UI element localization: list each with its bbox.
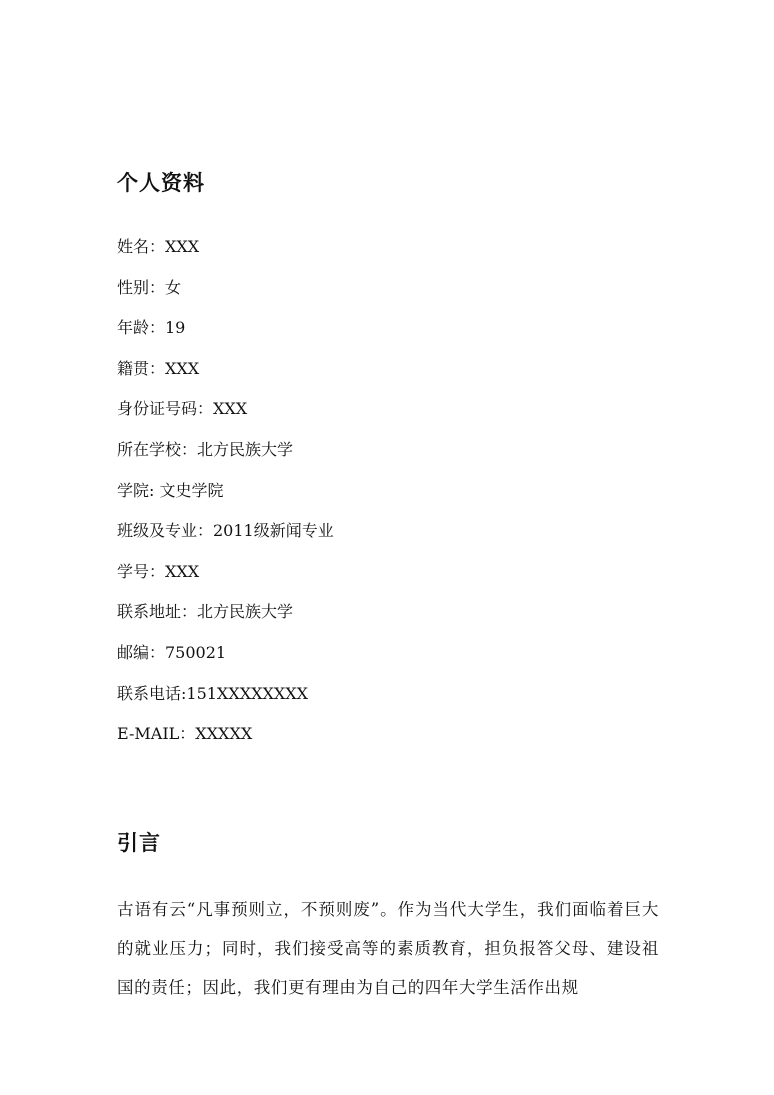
profile-address: 联系地址：北方民族大学 xyxy=(117,602,294,622)
profile-college: 学院: 文史学院 xyxy=(117,480,224,500)
profile-postcode: 邮编：750021 xyxy=(117,642,227,662)
profile-name: 姓名：XXX xyxy=(117,237,200,256)
profile-hometown: 籍贯：XXX xyxy=(117,358,200,378)
profile-heading: 个人资料 xyxy=(117,170,205,195)
intro-paragraph: 古语有云“凡事预则立，不预则废”。作为当代大学生，我们面临着巨大的就业压力；同时，我们接受高等的素质教育，担负报答父母、建设祖国的责任；因此，我们更有理由为自己的四年大学生活作出规 xyxy=(117,900,659,997)
profile-gender: 性别：女 xyxy=(117,277,182,297)
profile-student-id: 学号：XXX xyxy=(117,561,200,581)
profile-phone: 联系电话:151XXXXXXXX xyxy=(117,683,309,703)
profile-list xyxy=(117,233,334,761)
profile-email: E-MAIL：XXXXX xyxy=(117,724,253,744)
profile-class-major: 班级及专业：2011级新闻专业 xyxy=(117,521,334,541)
profile-school: 所在学校：北方民族大学 xyxy=(117,439,294,459)
intro-heading: 引言 xyxy=(117,830,161,855)
profile-age: 年龄：19 xyxy=(117,318,186,338)
profile-id-number: 身份证号码：XXX xyxy=(117,399,248,419)
